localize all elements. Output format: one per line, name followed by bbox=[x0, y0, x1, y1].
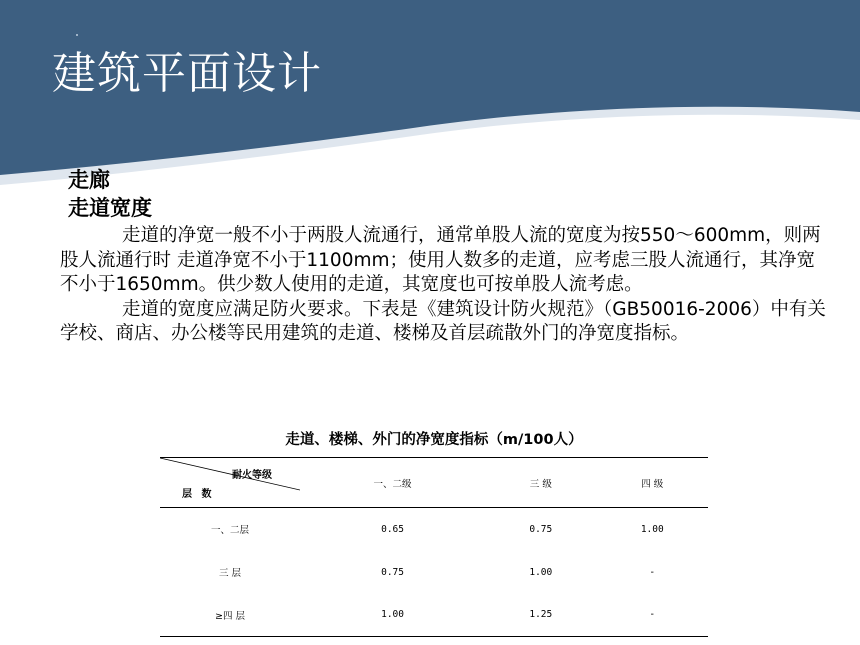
decorative-dot bbox=[76, 34, 78, 36]
table-cell: 1.25 bbox=[485, 594, 596, 637]
table-cell: 0.75 bbox=[381, 566, 404, 578]
table-header-row bbox=[160, 458, 708, 508]
table-cell: 0.65 bbox=[381, 523, 404, 535]
table-caption: 走道、楼梯、外门的净宽度指标（m/100人） bbox=[285, 432, 583, 448]
row-label: 三 层 bbox=[218, 568, 242, 579]
page-title: 建筑平面设计 bbox=[52, 48, 322, 99]
column-header: 三 级 bbox=[485, 458, 596, 508]
width-spec-table bbox=[160, 457, 708, 637]
table-cell: 1.00 bbox=[529, 566, 553, 578]
diagonal-divider bbox=[160, 458, 300, 508]
paragraph-2: 走道的宽度应满足防火要求。下表是《建筑设计防火规范》（GB50016-2006）中有关学校、商店、办公楼等民用建筑的走道、楼梯及首层疏散外门的净宽度指标。 bbox=[60, 298, 826, 344]
table-row bbox=[160, 508, 708, 551]
subsection-heading: 走道宽度 bbox=[68, 196, 152, 220]
row-label: 一、二层 bbox=[210, 525, 249, 537]
table-cell: - bbox=[649, 566, 656, 578]
row-label: ≥四 层 bbox=[160, 594, 300, 637]
column-header: 四 级 bbox=[597, 458, 708, 508]
corner-header-cell bbox=[160, 458, 300, 508]
table-cell: 1.00 bbox=[300, 594, 485, 637]
table-cell: - bbox=[597, 594, 708, 637]
table-row bbox=[160, 551, 708, 594]
corner-label-fire-rating: 耐火等级 bbox=[232, 470, 272, 481]
section-heading: 走廊 bbox=[68, 168, 110, 192]
body-text bbox=[60, 224, 830, 347]
table-cell: 1.00 bbox=[640, 523, 664, 535]
corner-label-floors: 层 数 bbox=[182, 489, 215, 500]
table-row bbox=[160, 594, 708, 637]
paragraph-1: 走道的净宽一般不小于两股人流通行，通常单股人流的宽度为按550～600mm，则两股人流通行时 走道净宽不小于1100mm；使用人数多的走道，应考虑三股人流通行，其净宽不小于1650mm。供少数人使用的走道，其宽度也可按单股人流考虑。 bbox=[60, 225, 821, 295]
column-header: 一、二级 bbox=[300, 458, 485, 508]
table-cell: 0.75 bbox=[529, 523, 553, 535]
